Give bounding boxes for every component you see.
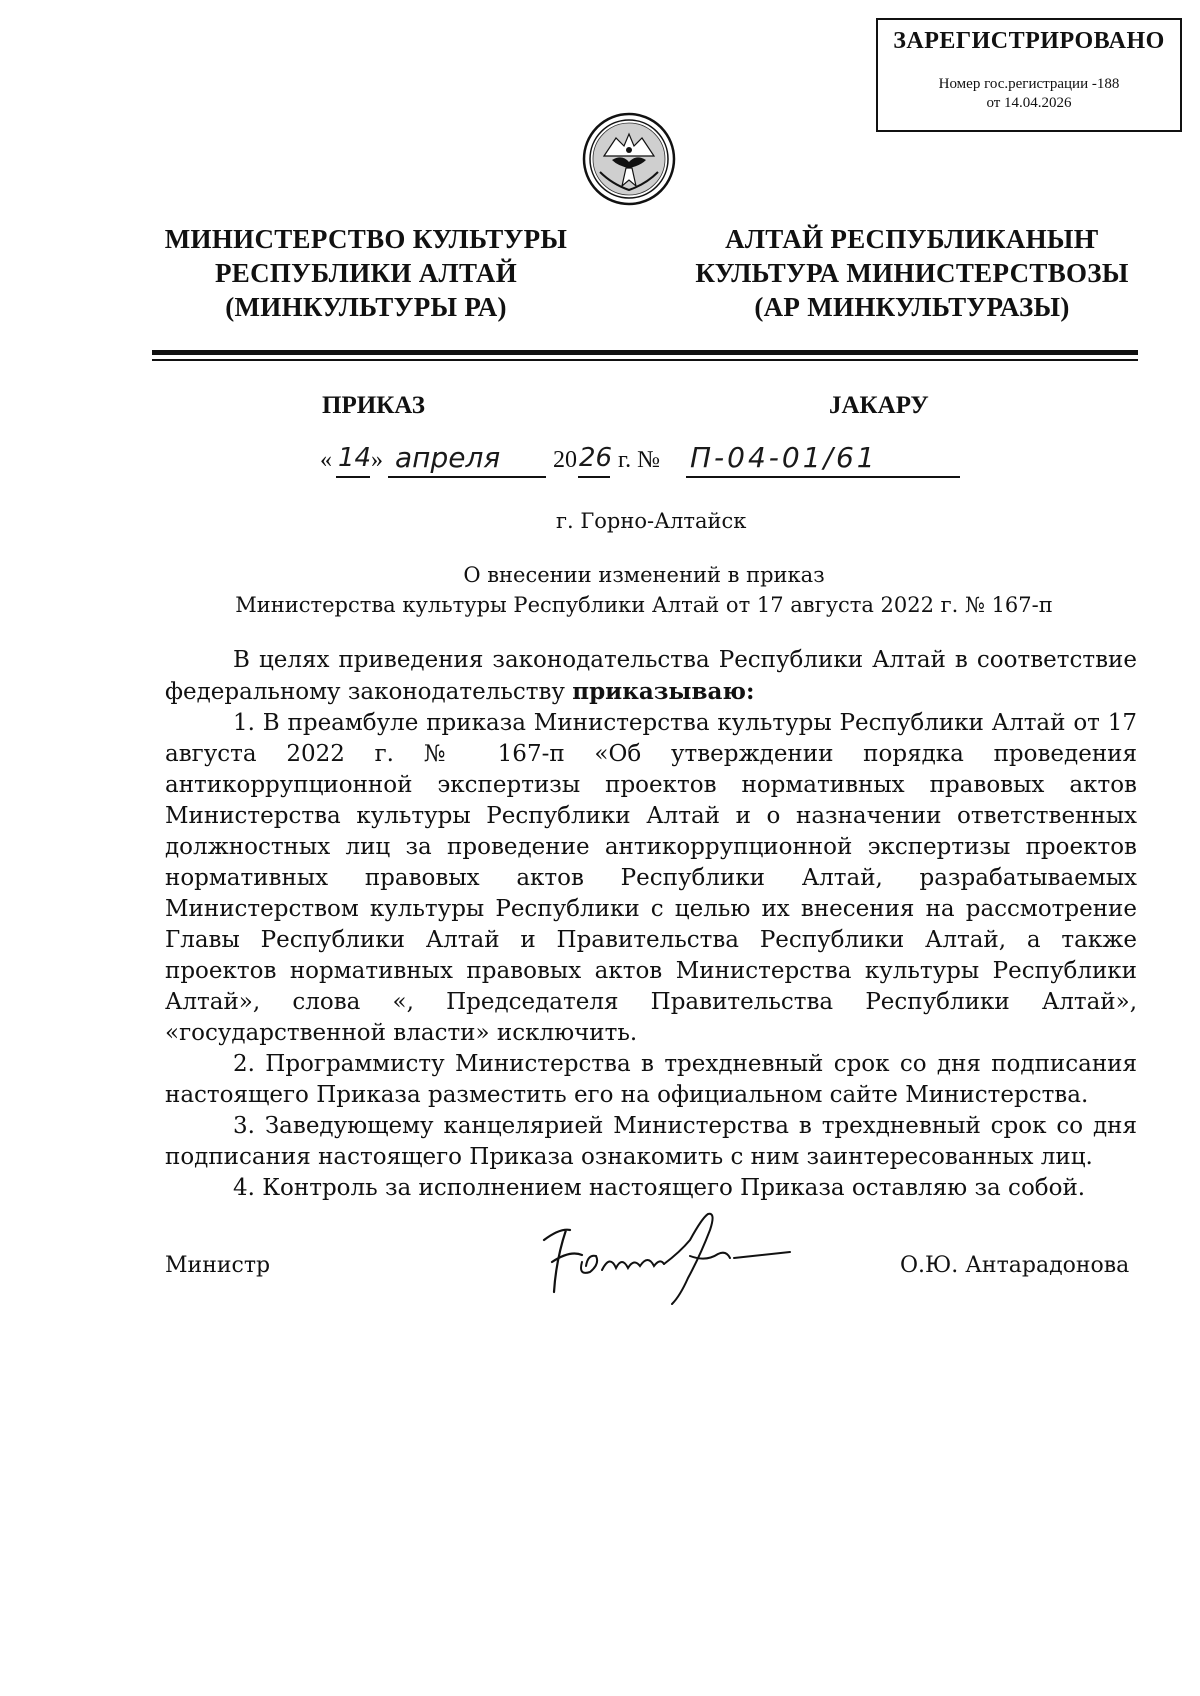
stamp-reg-number: Номер гос.регистрации -188 bbox=[938, 76, 1120, 92]
order-label-altai: ЈАКАРУ bbox=[829, 392, 929, 419]
quote-close: » bbox=[371, 447, 383, 473]
order-date-line bbox=[320, 443, 980, 493]
stamp-title: ЗАРЕГИСТРИРОВАНО bbox=[893, 28, 1165, 54]
header-right-line: АЛТАЙ РЕСПУБЛИКАНЫҤ bbox=[725, 224, 1099, 254]
order-number: П-04-01/61 bbox=[690, 441, 878, 474]
intro-directive: приказываю: bbox=[572, 678, 755, 705]
header-left-line: МИНИСТЕРСТВО КУЛЬТУРЫ bbox=[164, 224, 568, 254]
signer-position: Министр bbox=[165, 1253, 271, 1278]
ministry-name-altai bbox=[688, 222, 1136, 324]
number-underline bbox=[686, 476, 960, 478]
clause-1: 1. В преамбуле приказа Министерства культуры Республики Алтай от 17 августа 2022 г. № 167-п «Об утверждении порядка проведения антикоррупционной экспертизы проектов нормативных правовых актов Министерства культуры Республики Алтай и о назначении ответственных должностных лиц за проведение антикоррупционной экспертизы проектов нормативных правовых актов Республики Алтай, разрабатываемых Министерством культуры Республики с целью их внесения на рассмотрение Главы Республики Алтай и Правительства Республики Алтай, а также проектов нормативных правовых актов Министерства культуры Республики Алтай», слова «, Председателя Правительства Республики Алтай», «государственной власти» исключить. bbox=[165, 710, 1137, 1046]
clause-3: 3. Заведующему канцелярией Министерства в трехдневный срок со дня подписания настоящего Приказа ознакомить с ним заинтересованных лиц. bbox=[165, 1113, 1137, 1170]
order-number-label: г. № bbox=[618, 447, 661, 473]
order-body bbox=[165, 645, 1137, 1204]
order-month: апреля bbox=[395, 441, 501, 474]
header-right-line: (АР МИНКУЛЬТУРАЗЫ) bbox=[754, 292, 1070, 322]
quote-open: « bbox=[320, 447, 332, 473]
stamp-reg-date: от 14.04.2026 bbox=[986, 95, 1072, 111]
signer-name: О.Ю. Антарадонова bbox=[900, 1253, 1130, 1278]
order-day: 14 bbox=[338, 443, 372, 473]
header-left-line: (МИНКУЛЬТУРЫ РА) bbox=[225, 292, 507, 322]
subject-line-2: Министерства культуры Республики Алтай от 17 августа 2022 г. № 167-п bbox=[235, 593, 1053, 617]
header-left-line: РЕСПУБЛИКИ АЛТАЙ bbox=[214, 258, 518, 288]
day-underline bbox=[336, 476, 370, 478]
subject-line-1: О внесении изменений в приказ bbox=[463, 563, 825, 587]
year-prefix: 20 bbox=[553, 447, 577, 473]
clause-2: 2. Программисту Министерства в трехдневный срок со дня подписания настоящего Приказа разместить его на официальном сайте Министерства. bbox=[165, 1051, 1137, 1108]
handwritten-signature bbox=[530, 1200, 830, 1310]
clause-4: 4. Контроль за исполнением настоящего Приказа оставляю за собой. bbox=[233, 1175, 1086, 1201]
header-divider bbox=[152, 350, 1138, 355]
registration-stamp bbox=[876, 18, 1182, 132]
order-label-russian: ПРИКАЗ bbox=[322, 392, 425, 419]
intro-paragraph bbox=[165, 645, 1137, 708]
year-suffix: 26 bbox=[579, 443, 613, 473]
coat-of-arms-icon bbox=[582, 110, 676, 208]
intro-text: В целях приведения законодательства Республики Алтай в соответствие федеральному законодательству bbox=[165, 647, 1137, 705]
header-divider-thin bbox=[152, 359, 1138, 361]
city: г. Горно-Алтайск bbox=[556, 509, 747, 533]
header-right-line: КУЛЬТУРА МИНИСТЕРСТВОЗЫ bbox=[695, 258, 1129, 288]
month-underline bbox=[388, 476, 546, 478]
ministry-name-russian bbox=[150, 222, 582, 324]
year-underline bbox=[578, 476, 610, 478]
